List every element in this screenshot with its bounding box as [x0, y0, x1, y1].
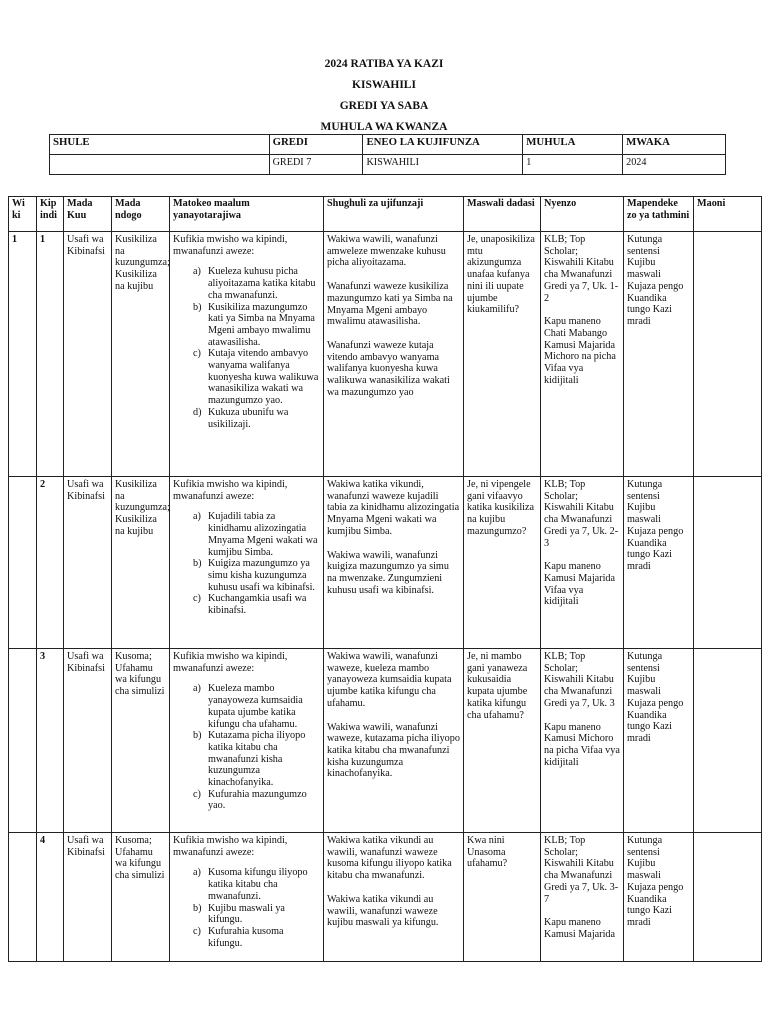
inquiry-question-cell: Je, ni vipengele gani vifaavyo katika kusikiliza na kujibu mazungumzo? — [464, 477, 541, 649]
activity-paragraph: Wakiwa katika vikundi au wawili, wanafunzi waweze kusoma kifungu iliyopo katika kitabu cha mwanafunzi. — [327, 835, 452, 882]
item-marker: c) — [193, 788, 201, 800]
lesson-cell: 4 — [37, 833, 64, 962]
info-header-cell: SHULE — [50, 135, 270, 155]
strand-cell: Usafi wa Kibinafsi — [64, 833, 112, 962]
activity-paragraph: Wakiwa katika vikundi au wawili, wanafunzi waweze kujibu maswali ya kifungu. — [327, 893, 439, 929]
item-text: Kufurahia mazungumzo yao. — [208, 788, 307, 812]
table-row — [9, 833, 762, 962]
activity-paragraph: Wakiwa wawili, wanafunzi kuigiza mazungumzo ya simu na mwenzake. Zungumzieni kuhusu usafi wa kibinafsi. — [327, 549, 449, 596]
item-text: Kusoma kifungu iliyopo katika kitabu cha mwanafunzi. — [208, 867, 308, 902]
info-value-cell: 1 — [523, 155, 623, 175]
lesson-cell: 1 — [37, 232, 64, 477]
resources-list: Kapu maneno Chati Mabango Kamusi Majarida Michoro na picha Vifaa vya kidijitali — [544, 316, 616, 386]
table-row — [9, 649, 762, 833]
outcomes-cell — [170, 477, 324, 649]
lesson-cell: 3 — [37, 649, 64, 833]
strand-cell: Usafi wa Kibinafsi — [64, 232, 112, 477]
term-line: MUHULA WA KWANZA — [320, 121, 448, 133]
column-header: Mada ndogo — [112, 197, 170, 232]
outcomes-cell — [170, 649, 324, 833]
resources-cell — [541, 477, 624, 649]
list-item — [173, 348, 320, 407]
info-value-cell: 2024 — [623, 155, 726, 175]
table-row — [9, 477, 762, 649]
resources-cell — [541, 833, 624, 962]
inquiry-question-cell: Kwa nini Unasoma ufahamu? — [464, 833, 541, 962]
item-marker: b) — [193, 558, 202, 570]
item-marker: b) — [193, 730, 202, 742]
item-marker: c) — [193, 348, 201, 360]
outcomes-cell — [170, 833, 324, 962]
list-item — [173, 266, 320, 301]
substrand-cell: Kusoma; Ufahamu wa kifungu cha simulizi — [112, 649, 170, 833]
info-header-cell: ENEO LA KUJIFUNZA — [363, 135, 523, 155]
item-text: Kutaja vitendo ambavyo wanyama walifanya kuonyesha kuwa walikuwa wanasikiliza wakati wa mazungumzo yao. — [208, 348, 319, 407]
lesson-cell: 2 — [37, 477, 64, 649]
assessment-cell: Kutunga sentensi Kujibu maswali Kujaza pengo Kuandika tungo Kazi mradi — [624, 649, 694, 833]
activity-paragraph: Wakiwa katika vikundi, wanafunzi waweze kujadili tabia za kinidhamu alizozingatia Mnyama Mgeni wakati wa kumjibu Simba. — [327, 479, 460, 537]
substrand-cell: Kusikiliza na kuzungumza; Kusikiliza na kujibu — [112, 232, 170, 477]
remarks-cell — [694, 649, 762, 833]
list-item — [173, 407, 320, 430]
activities-cell — [324, 477, 464, 649]
item-marker: a) — [193, 683, 201, 695]
column-header: Shughuli za ujifunzaji — [324, 197, 464, 232]
list-item — [173, 789, 320, 812]
outcomes-list — [173, 266, 320, 430]
strand-cell: Usafi wa Kibinafsi — [64, 477, 112, 649]
activity-paragraph: Wanafunzi waweze kusikiliza mazungumzo kati ya Simba na Mnyama Mgeni ambayo mwalimu atawasilisha. — [327, 281, 453, 328]
resources-list: Kapu maneno Kamusi Majarida Vifaa vya kidijitali — [544, 561, 616, 608]
substrand-cell: Kusoma; Ufahamu wa kifungu cha simulizi — [112, 833, 170, 962]
list-item — [173, 558, 320, 593]
info-header-cell: MUHULA — [523, 135, 623, 155]
item-text: Kuigiza mazungumzo ya simu kisha kuzungumza kuhusu usafi wa kibinafsi. — [208, 558, 315, 593]
item-marker: a) — [193, 867, 201, 879]
column-header: Kip indi — [37, 197, 64, 232]
column-header: Mapendeke zo ya tathmini — [624, 197, 694, 232]
resources-book: KLB; Top Scholar; Kiswahili Kitabu cha Mwanafunzi Gredi ya 7, Uk. 3-7 — [544, 835, 619, 905]
info-header-cell: GREDI — [269, 135, 363, 155]
column-header: Maswali dadasi — [464, 197, 541, 232]
resources-list: Kapu maneno Kamusi Majarida — [544, 917, 616, 940]
column-header: Matokeo maalum yanayotarajiwa — [170, 197, 324, 232]
subject-line: KISWAHILI — [352, 79, 416, 91]
activity-paragraph: Wakiwa wawili, wanafunzi waweze, kueleza mambo yanayoweza kumsaidia kupata ujumbe katika kifungu cha ufahamu. — [327, 651, 452, 709]
outcomes-cell — [170, 232, 324, 477]
item-marker: a) — [193, 266, 201, 278]
list-item — [173, 926, 320, 949]
list-item — [173, 511, 320, 558]
item-text: Kueleza kuhusu picha aliyoitazama katika kitabu cha mwanafunzi. — [208, 266, 316, 301]
inquiry-question-cell: Je, ni mambo gani yanaweza kukusaidia kupata ujumbe katika kifungu cha ufahamu? — [464, 649, 541, 833]
title-line: 2024 RATIBA YA KAZI — [324, 58, 444, 70]
item-text: Kuchangamkia usafi wa kibinafsi. — [208, 593, 307, 617]
activity-paragraph: Wakiwa wawili, wanafunzi waweze, kutazama picha iliyopo katika kitabu cha mwanafunzi kisha kuzungumza kinachofanyika. — [327, 721, 460, 780]
item-text: Kueleza mambo yanayoweza kumsaidia kupata ujumbe katika kifungu cha ufahamu. — [208, 683, 303, 730]
list-item — [173, 683, 320, 730]
item-text: Kusikiliza mazungumzo kati ya Simba na Mnyama Mgeni ambayo mwalimu atawasilisha. — [208, 301, 315, 348]
document-titles — [0, 57, 768, 141]
item-marker: b) — [193, 902, 202, 914]
list-item — [173, 903, 320, 926]
remarks-cell — [694, 232, 762, 477]
activities-cell — [324, 232, 464, 477]
item-marker: c) — [193, 925, 201, 937]
assessment-cell: Kutunga sentensi Kujibu maswali Kujaza pengo Kuandika tungo Kazi mradi — [624, 477, 694, 649]
strand-cell: Usafi wa Kibinafsi — [64, 649, 112, 833]
outcomes-list — [173, 867, 320, 949]
outcomes-intro: Kufikia mwisho wa kipindi, mwanafunzi aweze: — [173, 835, 288, 858]
column-header: Maoni — [694, 197, 762, 232]
resources-book: KLB; Top Scholar; Kiswahili Kitabu cha Mwanafunzi Gredi ya 7, Uk. 2-3 — [544, 479, 619, 549]
info-header-cell: MWAKA — [623, 135, 726, 155]
item-text: Kutazama picha iliyopo katika kitabu cha mwanafunzi kisha kuzungumza kinachofanyika. — [208, 730, 306, 789]
week-cell: 1 — [9, 232, 37, 477]
resources-book: KLB; Top Scholar; Kiswahili Kitabu cha Mwanafunzi Gredi ya 7, Uk. 1-2 — [544, 234, 619, 304]
table-row — [9, 232, 762, 477]
substrand-cell: Kusikiliza na kuzungumza; Kusikiliza na kujibu — [112, 477, 170, 649]
grade-line: GREDI YA SABA — [339, 100, 429, 112]
item-marker: a) — [193, 511, 201, 523]
week-cell — [9, 477, 37, 649]
item-marker: b) — [193, 301, 202, 313]
outcomes-intro: Kufikia mwisho wa kipindi, mwanafunzi aweze: — [173, 234, 288, 257]
activity-paragraph: Wanafunzi waweze kutaja vitendo ambavyo wanyama walifanya kuonyesha kuwa walikuwa wanasikiliza wakati wa mazungumzo yao — [327, 339, 450, 398]
outcomes-list — [173, 511, 320, 616]
resources-cell — [541, 649, 624, 833]
list-item — [173, 867, 320, 902]
resources-book: KLB; Top Scholar; Kiswahili Kitabu cha Mwanafunzi Gredi ya 7, Uk. 3 — [544, 651, 615, 709]
column-header: Wi ki — [9, 197, 37, 232]
column-header: Nyenzo — [541, 197, 624, 232]
item-marker: c) — [193, 593, 201, 605]
info-value-cell — [50, 155, 270, 175]
info-value-row — [50, 155, 726, 175]
resources-list: Kapu maneno Kamusi Michoro na picha Vifaa vya kidijitali — [544, 721, 620, 768]
assessment-cell: Kutunga sentensi Kujibu maswali Kujaza pengo Kuandika tungo Kazi mradi — [624, 232, 694, 477]
activities-cell — [324, 649, 464, 833]
item-text: Kufurahia kusoma kifungu. — [208, 925, 284, 949]
column-header: Mada Kuu — [64, 197, 112, 232]
info-table — [49, 134, 726, 175]
activity-paragraph: Wakiwa wawili, wanafunzi amweleze mwenzake kuhusu picha aliyoitazama. — [327, 234, 446, 269]
scheme-header-row — [9, 197, 762, 232]
scheme-of-work-table — [8, 196, 762, 962]
info-header-row — [50, 135, 726, 155]
resources-cell — [541, 232, 624, 477]
info-value-cell: KISWAHILI — [363, 155, 523, 175]
assessment-cell: Kutunga sentensi Kujibu maswali Kujaza pengo Kuandika tungo Kazi mradi — [624, 833, 694, 962]
list-item — [173, 302, 320, 349]
item-marker: d) — [193, 406, 202, 418]
inquiry-question-cell: Je, unaposikiliza mtu akizungumza unafaa kufanya nini ili uupate ujumbe kiukamilifu? — [464, 232, 541, 477]
outcomes-intro: Kufikia mwisho wa kipindi, mwanafunzi aweze: — [173, 651, 288, 674]
week-cell — [9, 833, 37, 962]
remarks-cell — [694, 833, 762, 962]
item-text: Kukuza ubunifu wa usikilizaji. — [208, 406, 289, 430]
list-item — [173, 730, 320, 789]
outcomes-list — [173, 683, 320, 812]
info-value-cell: GREDI 7 — [269, 155, 363, 175]
week-cell — [9, 649, 37, 833]
item-text: Kujibu maswali ya kifungu. — [208, 902, 285, 926]
item-text: Kujadili tabia za kinidhamu alizozingatia Mnyama Mgeni wakati wa kumjibu Simba. — [208, 511, 318, 558]
list-item — [173, 593, 320, 616]
remarks-cell — [694, 477, 762, 649]
outcomes-intro: Kufikia mwisho wa kipindi, mwanafunzi aweze: — [173, 479, 288, 502]
activities-cell — [324, 833, 464, 962]
